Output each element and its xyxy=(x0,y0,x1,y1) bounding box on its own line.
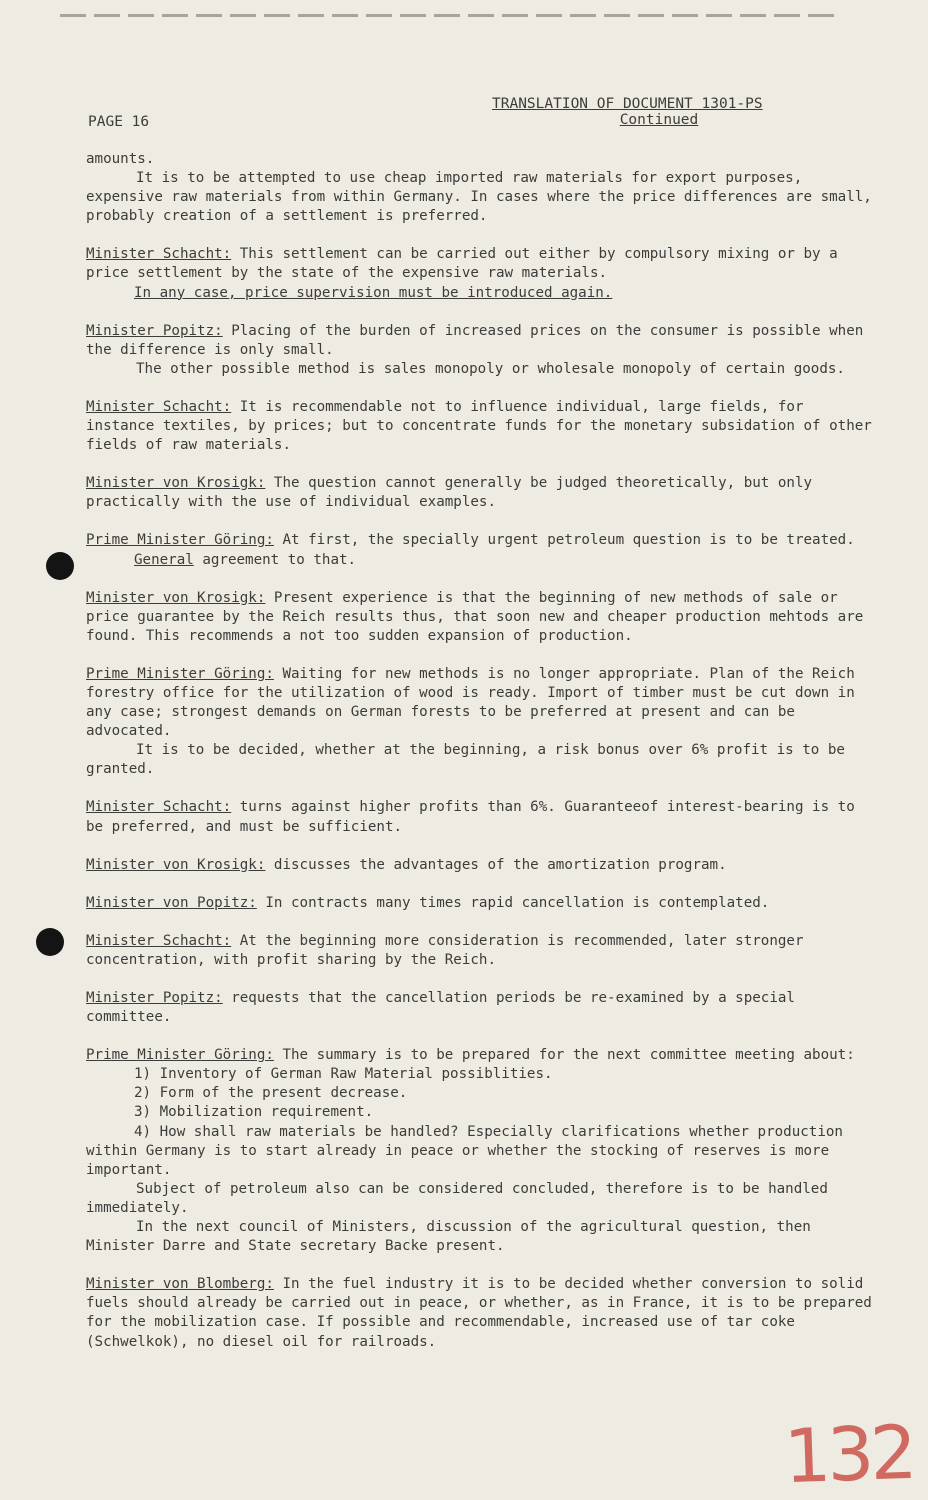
speaker-name: Minister Schacht: xyxy=(86,799,232,816)
statement-schacht-2 xyxy=(86,398,876,455)
punch-hole xyxy=(36,928,64,956)
statement-text: Subject of petroleum also can be considered concluded, therefore is to be handled immediately. xyxy=(86,1180,828,1216)
statement-text: In the fuel industry it is to be decided whether conversion to solid fuels should already be carried out in peace, or whether, as in France, it is to be prepared for the mobilization case. If possible and recommendable, increased use of tar coke (Schwelkok), no diesel oil for railroads. xyxy=(86,1276,872,1350)
document-header xyxy=(492,96,792,128)
speaker-name: Prime Minister Göring: xyxy=(86,532,274,549)
statement-text: It is recommendable not to influence individual, large fields, for instance textiles, by prices; but to concentrate funds for the monetary subsidation of other fields of raw materials. xyxy=(86,398,872,454)
handwritten-page-number: 132 xyxy=(782,1409,915,1500)
statement-text: turns against higher profits than 6%. Guaranteeof interest-bearing is to be preferred, and must be sufficient. xyxy=(86,799,855,835)
statement-popitz-3 xyxy=(86,989,876,1027)
speaker-name: Prime Minister Göring: xyxy=(86,1047,274,1064)
statement-note: In any case, price supervision must be introduced again. xyxy=(134,284,613,301)
statement-text: requests that the cancellation periods be re-examined by a special committee. xyxy=(86,990,795,1026)
statement-text: The question cannot generally be judged theoretically, but only practically with the use of individual examples. xyxy=(86,475,813,511)
statement-text: Placing of the burden of increased prices on the consumer is possible when the difference is only small. xyxy=(86,322,864,358)
statement-text: At the beginning more consideration is recommended, later stronger concentration, with profit sharing by the Reich. xyxy=(86,932,804,968)
statement-goring-1 xyxy=(86,531,876,569)
speaker-name: Prime Minister Göring: xyxy=(86,665,274,682)
statement-text: Present experience is that the beginning of new methods of sale or price guarantee by the Reich results thus, that soon new and cheaper production mehtods are found. This recommends a not too sudden expansion of production. xyxy=(86,589,864,644)
statement-text: The summary is to be prepared for the next committee meeting about: xyxy=(273,1047,855,1064)
statement-schacht-3 xyxy=(86,798,876,836)
statement-text: In the next council of Ministers, discussion of the agricultural question, then Minister Darre and State secretary Backe present. xyxy=(86,1219,811,1255)
list-item: 2) Form of the present decrease. xyxy=(134,1085,408,1102)
speaker-name: Minister von Blomberg: xyxy=(86,1276,274,1293)
top-edge-line xyxy=(60,14,840,17)
speaker-name: Minister von Krosigk: xyxy=(86,589,266,606)
statement-note: agreement to that. xyxy=(193,551,357,568)
statement-krosigk-2 xyxy=(86,589,876,646)
statement-krosigk-3 xyxy=(86,856,876,875)
statement-text: This settlement can be carried out either by compulsory mixing or by a price settlement by the state of the expensive raw materials. xyxy=(86,246,838,282)
statement-popitz-2 xyxy=(86,894,876,913)
statement-text: It is to be decided, whether at the beginning, a risk bonus over 6% profit is to be granted. xyxy=(86,742,845,778)
statement-text: The other possible method is sales monopoly or wholesale monopoly of certain goods. xyxy=(136,360,845,377)
page-label: PAGE 16 xyxy=(88,114,150,130)
list-item: 1) Inventory of German Raw Material possiblities. xyxy=(134,1066,553,1083)
speaker-name: Minister Schacht: xyxy=(86,932,232,949)
continued-label: Continued xyxy=(619,112,699,128)
speaker-name: Minister Popitz: xyxy=(86,322,223,339)
statement-text: In contracts many times rapid cancellation is contemplated. xyxy=(256,894,770,911)
statement-text: At first, the specially urgent petroleum question is to be treated. xyxy=(273,532,855,549)
statement-schacht-4 xyxy=(86,932,876,970)
statement-schacht-1 xyxy=(86,245,876,302)
statement-popitz-1 xyxy=(86,322,876,379)
statement-blomberg xyxy=(86,1275,876,1351)
speaker-name: Minister Schacht: xyxy=(86,398,232,415)
paragraph: amounts. xyxy=(86,151,155,167)
statement-goring-3 xyxy=(86,1046,876,1256)
punch-hole xyxy=(46,552,74,580)
speaker-name: Minister von Krosigk: xyxy=(86,856,266,873)
paragraph: It is to be attempted to use cheap imported raw materials for export purposes, expensive raw materials from within Germany. In cases where the price differences are small, probably creation of a settlement is preferred. xyxy=(86,170,872,225)
speaker-name: Minister von Krosigk: xyxy=(86,475,266,492)
document-title: TRANSLATION OF DOCUMENT 1301-PS xyxy=(492,96,763,112)
speaker-name: Minister Schacht: xyxy=(86,246,232,263)
statement-text: Waiting for new methods is no longer appropriate. Plan of the Reich forestry office for the utilization of wood is ready. Import of timber must be cut down in any case; strongest demands on German forests to be preferred at present and can be advocated. xyxy=(86,665,855,740)
list-item: 3) Mobilization requirement. xyxy=(134,1104,374,1121)
document-body xyxy=(86,150,876,1352)
speaker-name: Minister von Popitz: xyxy=(86,894,257,911)
statement-krosigk-1 xyxy=(86,474,876,512)
statement-note: General xyxy=(134,551,194,568)
speaker-name: Minister Popitz: xyxy=(86,990,223,1006)
statement-goring-2 xyxy=(86,665,876,780)
statement-text: discusses the advantages of the amortization program. xyxy=(265,856,727,873)
list-item: 4) How shall raw materials be handled? Especially clarifications whether production within Germany is to start already in peace or whether the stocking of reserves is more important. xyxy=(86,1123,843,1178)
